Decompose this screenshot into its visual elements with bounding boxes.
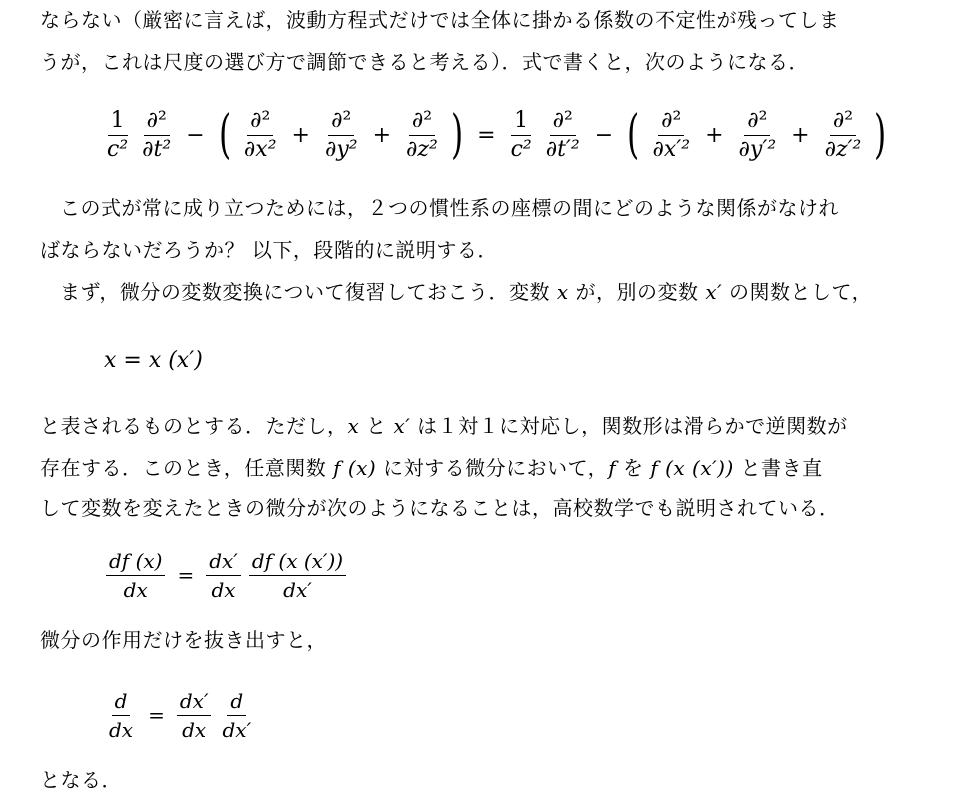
paragraph-4-line-3: して変数を変えたときの微分が次のようになることは，高校数学でも説明されている． — [40, 496, 840, 520]
paragraph-2-line-1: この式が常に成り立つためには，２つの慣性系の座標の間にどのような関係がなけれ — [60, 196, 839, 220]
text-run: と — [359, 414, 394, 438]
frac-rhs-2 — [219, 689, 254, 742]
equals-sign: = — [477, 122, 496, 148]
frac-den: c² — [107, 136, 129, 162]
frac-num: ∂² — [144, 109, 170, 136]
text-run: まず，微分の変数変換について復習しておこう．変数 — [60, 280, 557, 304]
paragraph-4-line-1 — [40, 412, 848, 440]
text-run: と表されるものとする．ただし， — [40, 414, 348, 438]
math-fxx: f (x (x′)) — [650, 456, 734, 480]
frac-den: dx — [109, 717, 134, 742]
frac-den: ∂x′² — [652, 136, 691, 162]
frac-num: 1 — [511, 109, 531, 136]
paragraph-1-line-2: うが，これは尺度の選び方で調節できると考える）．式で書くと，次のようになる． — [40, 50, 809, 74]
equation-x-of-xprime: x = x (x′) — [104, 347, 203, 373]
frac-lhs-coef — [104, 109, 131, 162]
frac-den: ∂z′² — [824, 136, 862, 162]
minus-sign: − — [186, 122, 205, 148]
frac-num: dx′ — [177, 689, 212, 716]
frac-den: ∂y² — [324, 136, 358, 162]
frac-num: 1 — [108, 109, 128, 136]
frac-num: df (x) — [106, 549, 165, 576]
math-fx: f (x) — [333, 456, 377, 480]
text-run: と書き直 — [733, 456, 823, 480]
frac-rhs-t — [543, 109, 583, 162]
frac-den: dx — [123, 577, 148, 602]
equals-sign: = — [177, 563, 195, 587]
math-var-f: f — [608, 456, 617, 480]
frac-lhs-z — [403, 109, 441, 162]
frac-rhs-y — [736, 109, 780, 162]
frac-num: dx′ — [206, 549, 241, 576]
frac-num: df (x (x′)) — [249, 549, 346, 576]
frac-lhs-x — [241, 109, 280, 162]
text-run: の関数として， — [722, 280, 873, 304]
frac-lhs — [106, 549, 165, 602]
plus-sign: + — [372, 122, 392, 148]
equation-wave-invariance — [100, 100, 893, 170]
minus-sign: − — [594, 122, 614, 148]
frac-den: ∂z² — [406, 136, 438, 162]
frac-lhs — [106, 689, 136, 742]
frac-num: ∂² — [658, 109, 684, 136]
frac-rhs-2 — [249, 549, 346, 602]
frac-num: ∂² — [550, 109, 576, 136]
left-paren: ( — [627, 105, 640, 165]
frac-num: ∂² — [830, 109, 856, 136]
paragraph-6-line-1: となる． — [40, 768, 122, 792]
text-run: を — [616, 456, 651, 480]
frac-num: d — [227, 689, 246, 716]
frac-den: dx′ — [222, 717, 252, 742]
paragraph-5-line-1: 微分の作用だけを抜き出すと， — [40, 628, 327, 652]
frac-rhs-z — [822, 109, 865, 162]
frac-lhs-y — [322, 109, 361, 162]
plus-sign: + — [791, 122, 810, 148]
paragraph-4-line-2 — [40, 454, 823, 482]
text-run: 存在する．このとき，任意関数 — [40, 456, 334, 480]
math-var-x: x — [347, 414, 360, 438]
math-var-x: x — [556, 280, 569, 304]
frac-den: ∂t² — [142, 136, 172, 162]
equals-sign: = — [148, 703, 165, 727]
frac-den: dx — [211, 577, 236, 602]
math-var-xprime: x′ — [705, 280, 723, 304]
plus-sign: + — [291, 122, 310, 148]
paragraph-1-line-1: ならない（厳密に言えば，波動方程式だけでは全体に掛かる係数の不定性が残ってしま — [40, 8, 840, 32]
equation-operator — [102, 680, 258, 750]
equation-chain-rule — [102, 540, 350, 610]
frac-rhs-1 — [177, 689, 212, 742]
frac-den: ∂x² — [243, 136, 277, 162]
frac-rhs-coef — [508, 109, 535, 162]
plus-sign: + — [705, 122, 724, 148]
math-var-xprime: x′ — [393, 414, 411, 438]
text-run: が，別の変数 — [568, 280, 706, 304]
frac-den: c² — [510, 136, 532, 162]
right-paren: ) — [450, 105, 464, 165]
frac-den: dx′ — [283, 577, 312, 602]
frac-den: ∂t′² — [545, 136, 580, 162]
frac-num: ∂² — [744, 109, 770, 136]
frac-rhs-1 — [206, 549, 241, 602]
right-paren: ) — [874, 105, 887, 165]
frac-num: ∂² — [328, 109, 354, 136]
frac-den: ∂y′² — [738, 136, 777, 162]
text-run: は１対１に対応し，関数形は滑らかで逆関数が — [410, 414, 848, 438]
text-run: に対する微分において， — [376, 456, 609, 480]
frac-num: d — [112, 689, 131, 716]
paragraph-2-line-2: ばならないだろうか？ 以下，段階的に説明する． — [40, 238, 498, 262]
left-paren: ( — [218, 105, 231, 165]
paragraph-3-line-1 — [60, 278, 872, 306]
frac-rhs-x — [649, 109, 693, 162]
frac-lhs-t — [139, 109, 174, 162]
frac-den: dx — [182, 717, 207, 742]
frac-num: ∂² — [409, 109, 435, 136]
frac-num: ∂² — [247, 109, 273, 136]
